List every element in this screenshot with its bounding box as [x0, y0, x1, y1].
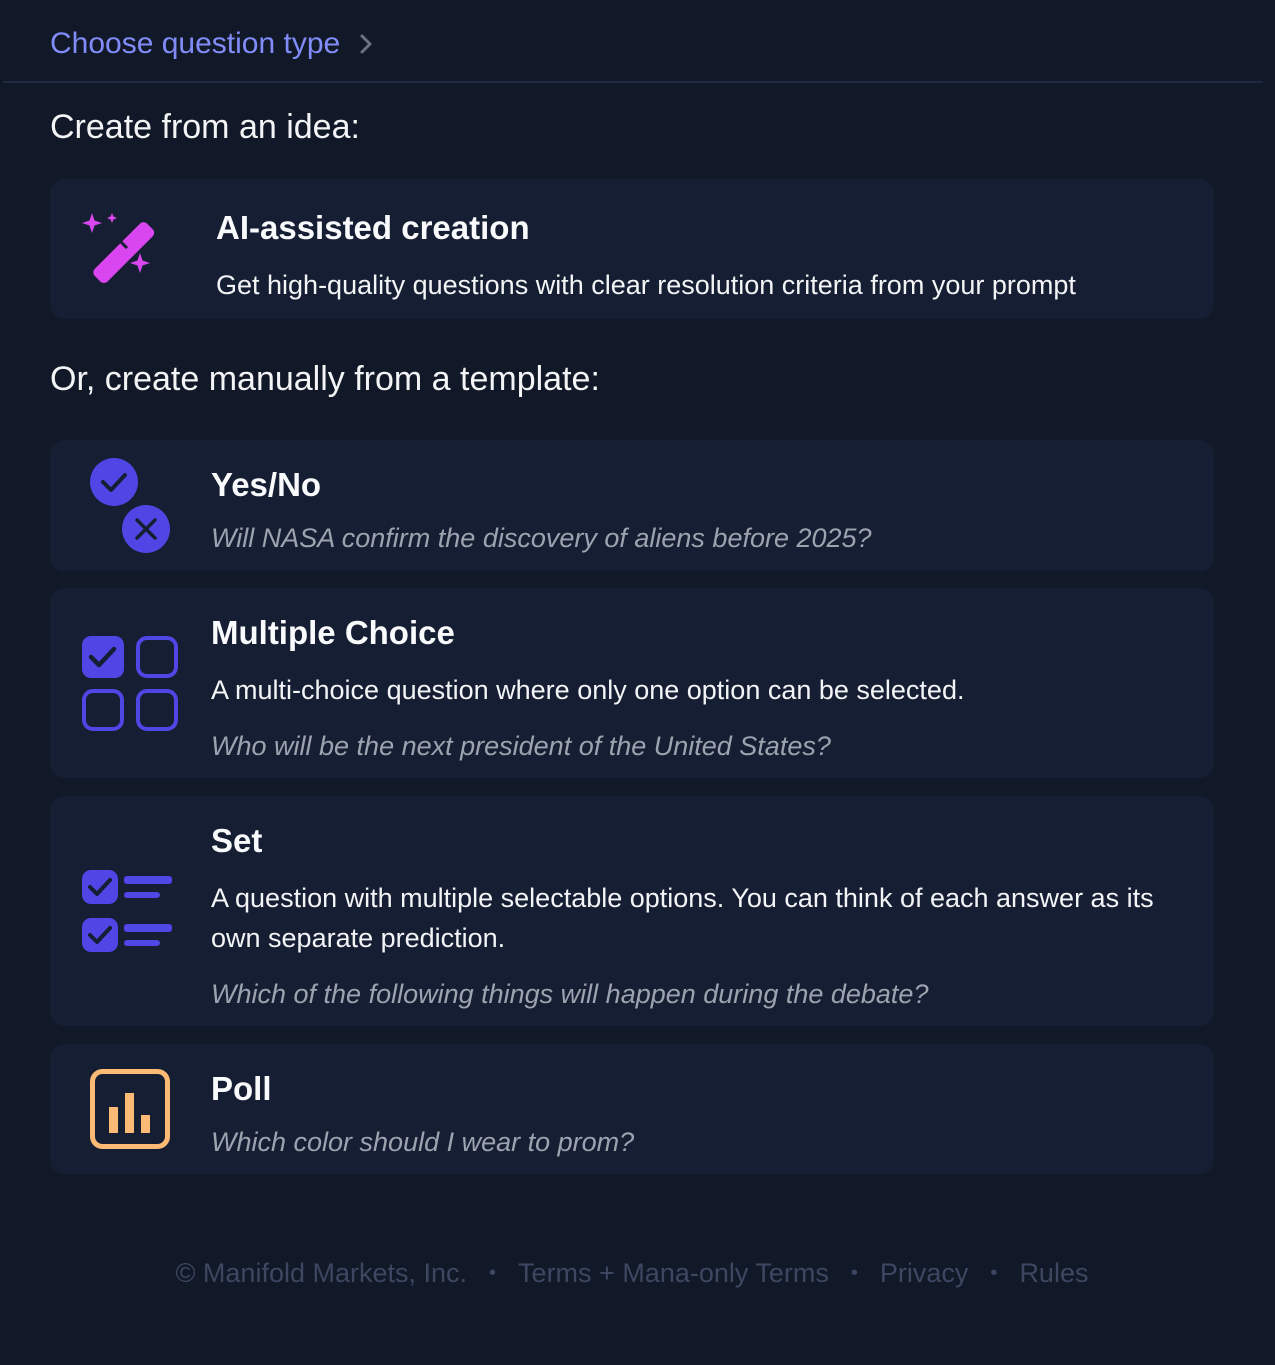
footer-terms-link[interactable]: Terms + Mana-only Terms: [518, 1258, 829, 1288]
footer: [0, 1258, 1264, 1289]
set-title: Set: [211, 822, 263, 859]
multiple-choice-card[interactable]: [50, 588, 1214, 778]
magic-wand-icon: [80, 211, 156, 287]
yes-no-icon: [88, 456, 172, 554]
idea-section-title: Create from an idea:: [50, 108, 360, 146]
set-example: Which of the following things will happen during the debate?: [211, 979, 929, 1009]
poll-example: Which color should I wear to prom?: [211, 1127, 635, 1157]
template-section-title: Or, create manually from a template:: [50, 360, 600, 398]
yes-no-example: Will NASA confirm the discovery of aliens before 2025?: [211, 523, 872, 553]
set-description: A question with multiple selectable options. You can think of each answer as its own separate prediction.: [211, 883, 1154, 953]
set-card[interactable]: [50, 796, 1214, 1026]
footer-separator: •: [850, 1262, 858, 1284]
poll-title: Poll: [211, 1070, 272, 1107]
multiple-choice-icon: [82, 636, 180, 732]
ai-assisted-card[interactable]: [50, 179, 1214, 319]
footer-rules-link[interactable]: Rules: [1019, 1258, 1089, 1288]
multiple-choice-title: Multiple Choice: [211, 614, 455, 651]
checklist-icon: [82, 870, 174, 954]
yes-no-card[interactable]: [50, 440, 1214, 571]
bar-chart-icon: [90, 1069, 170, 1149]
chevron-right-icon: [358, 33, 374, 55]
footer-privacy-link[interactable]: Privacy: [879, 1258, 969, 1288]
footer-copyright: © Manifold Markets, Inc.: [175, 1258, 468, 1288]
breadcrumb-label[interactable]: Choose question type: [50, 27, 341, 60]
ai-card-title: AI-assisted creation: [216, 209, 530, 246]
multiple-choice-example: Who will be the next president of the United States?: [211, 731, 831, 761]
footer-separator: •: [489, 1262, 497, 1284]
yes-no-title: Yes/No: [211, 466, 322, 503]
ai-card-description: Get high-quality questions with clear resolution criteria from your prompt: [216, 270, 1076, 300]
poll-card[interactable]: [50, 1044, 1214, 1174]
footer-separator: •: [990, 1262, 998, 1284]
breadcrumb[interactable]: [50, 24, 374, 64]
multiple-choice-description: A multi-choice question where only one option can be selected.: [211, 675, 965, 705]
header-divider: [3, 81, 1263, 83]
